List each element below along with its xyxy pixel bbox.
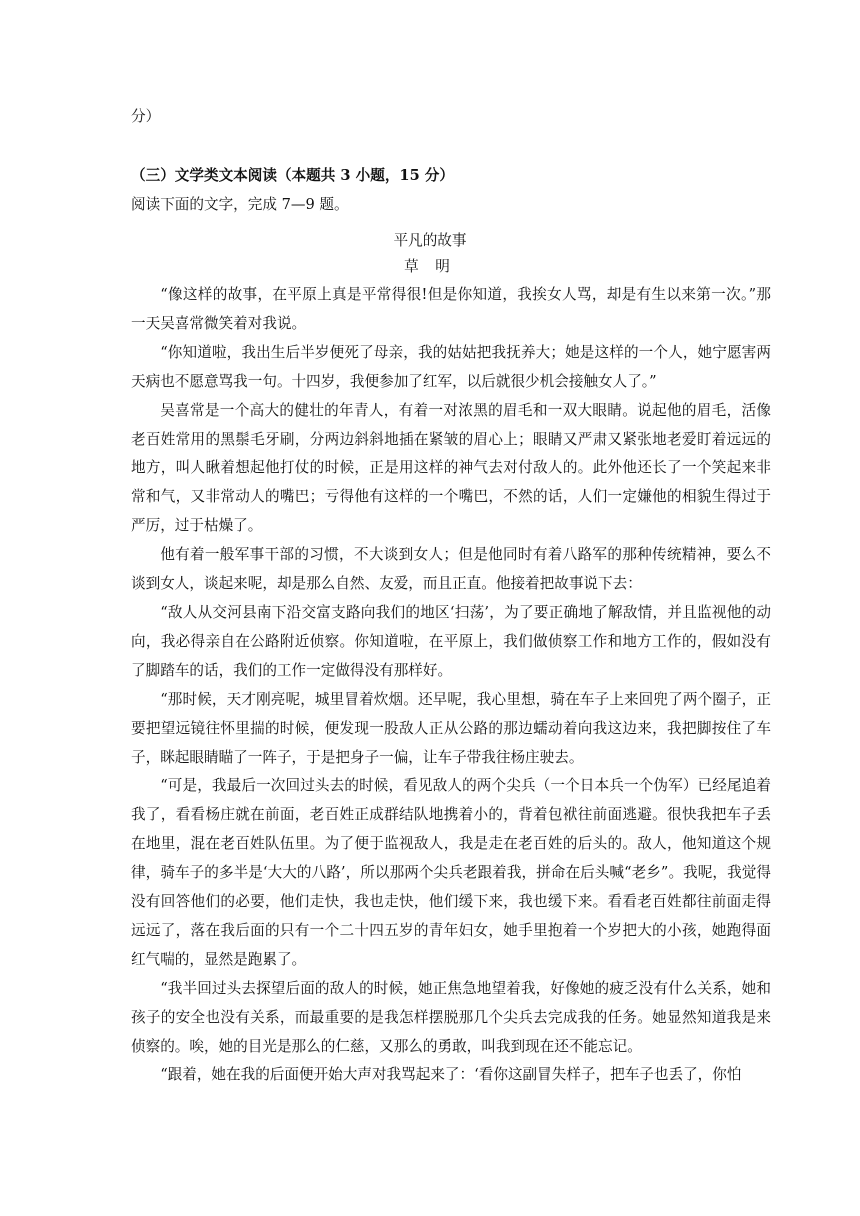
paragraph: “你知道啦，我出生后半岁便死了母亲，我的姑姑把我抚养大；她是这样的一个人，她宁愿害两天病也不愿意骂我一句。十四岁，我便参加了红军，以后就很少机会接触女人了。” <box>131 343 771 390</box>
previous-question-fragment: 分） <box>131 108 161 125</box>
paragraph: “敌人从交河县南下沿交富支路向我们的地区‘扫荡’，为了要正确地了解敌情，并且监视他的动向，我必得亲自在公路附近侦察。你知道啦，在平原上，我们做侦察工作和地方工作的，假如没有了脚踏车的话，我们的工作一定做得没有那样好。 <box>131 603 771 679</box>
paragraph: 他有着一般军事干部的习惯，不大谈到女人；但是他同时有着八路军的那种传统精神，要么不谈到女人，谈起来呢，却是那么自然、友爱，而且正直。他接着把故事说下去： <box>131 546 771 593</box>
section-heading: （三）文学类文本阅读（本题共 3 小题，15 分） <box>131 167 454 184</box>
paragraph: “我半回过头去探望后面的敌人的时候，她正焦急地望着我，好像她的疲乏没有什么关系，她和孩子的安全也没有关系，而最重要的是我怎样摆脱那几个尖兵去完成我的任务。她显然知道我是来侦察的。唉，她的目光是那么的仁慈，又那么的勇敢，叫我到现在还不能忘记。 <box>131 979 771 1055</box>
story-body <box>131 281 771 1090</box>
story-author: 草 明 <box>404 258 456 275</box>
paragraph: “跟着，她在我的后面便开始大声对我骂起来了：‘看你这副冒失样子，把车子也丢了，你怕 <box>160 1066 742 1084</box>
story-title: 平凡的故事 <box>393 232 467 249</box>
reading-instruction: 阅读下面的文字，完成 7—9 题。 <box>131 196 349 213</box>
paragraph: “可是，我最后一次回过头去的时候，看见敌人的两个尖兵（一个日本兵一个伪军）已经尾追着我了，看看杨庄就在前面，老百姓正成群结队地携着小的，背着包袱往前面逃避。很快我把车子丢在地里，混在老百姓队伍里。为了便于监视敌人，我是走在老百姓的后头的。敌人，他知道这个规律，骑车子的多半是‘大大的八路’，所以那两个尖兵老跟着我，拼命在后头喊“老乡”。我呢，我觉得没有回答他们的必要，他们走快，我也走快，他们缓下来，我也缓下来。看看老百姓都往前面走得远远了，落在我后面的只有一个二十四五岁的青年妇女，她手里抱着一个岁把大的小孩，她跑得面红气喘的，显然是跑累了。 <box>131 777 771 968</box>
paragraph: “那时候，天才刚亮呢，城里冒着炊烟。还早呢，我心里想，骑在车子上来回兜了两个圈子，正要把望远镜往怀里揣的时候，便发现一股敌人正从公路的那边蠕动着向我这边来，我把脚按住了车子，眯起眼睛瞄了一阵子，于是把身子一偏，让车子带我往杨庄驶去。 <box>131 690 771 766</box>
paragraph: “像这样的故事，在平原上真是平常得很!但是你知道，我挨女人骂，却是有生以来第一次。”那一天吴喜常微笑着对我说。 <box>131 286 771 332</box>
paragraph: 吴喜常是一个高大的健壮的年青人，有着一对浓黑的眉毛和一双大眼睛。说起他的眉毛，活像老百姓常用的黑鬃毛牙刷，分两边斜斜地插在紧皱的眉心上；眼睛又严肃又紧张地老爱盯着远远的地方，叫人瞅着想起他打仗的时候，正是用这样的神气去对付敌人的。此外他还长了一个笑起来非常和气，又非常动人的嘴巴；亏得他有这样的一个嘴巴，不然的话，人们一定嫌他的相貌生得过于严厉，过于枯燥了。 <box>131 401 771 535</box>
